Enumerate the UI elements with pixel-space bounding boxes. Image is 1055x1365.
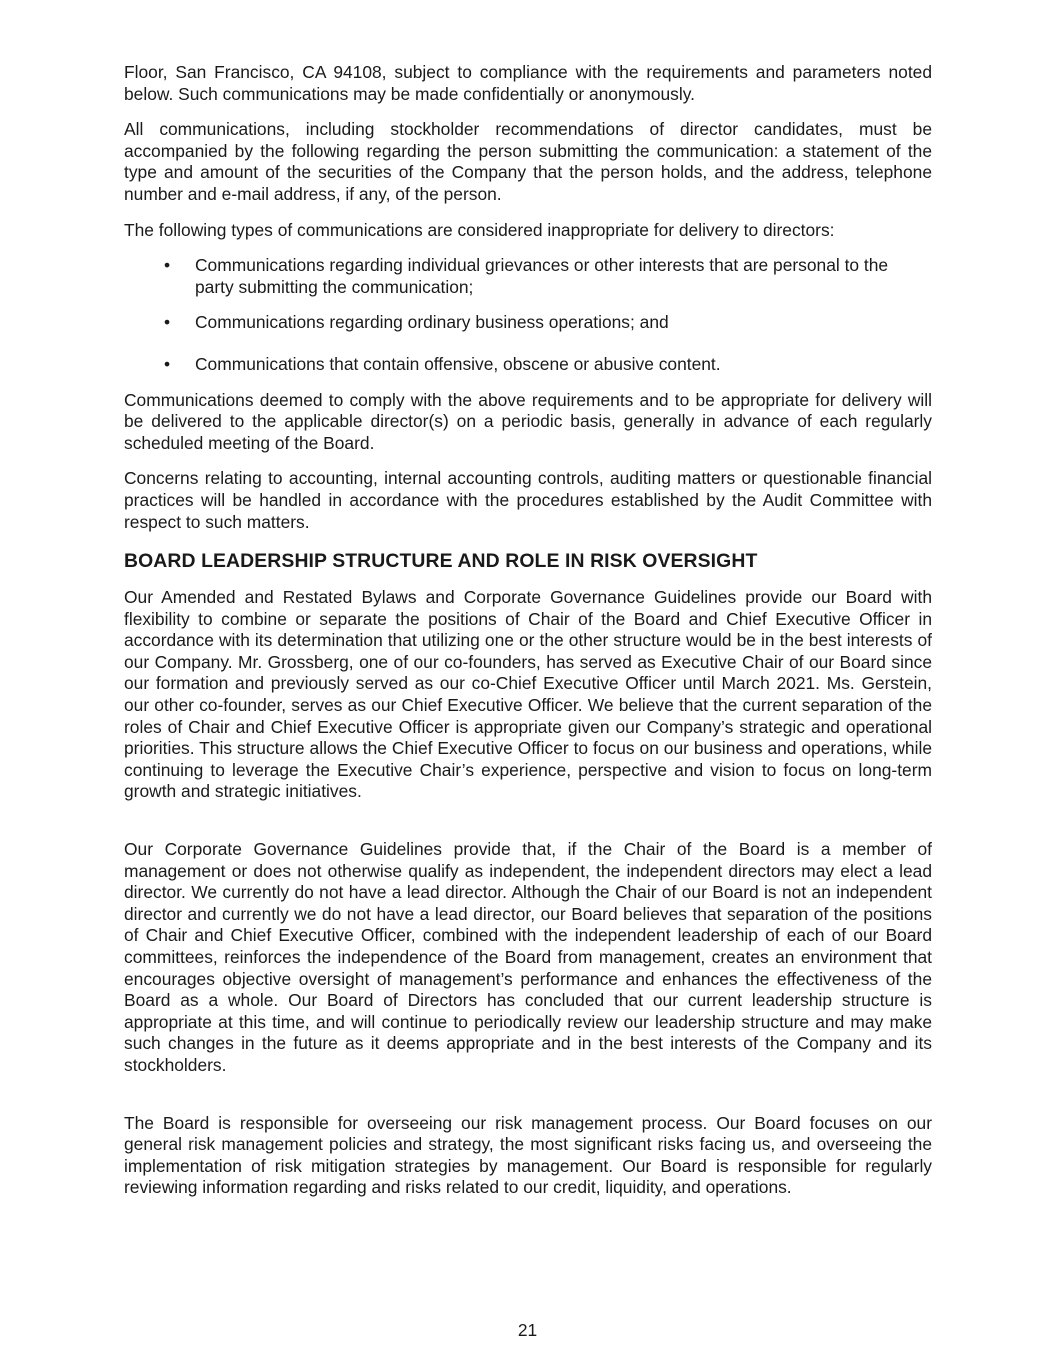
- requirements-paragraph: All communications, including stockholder recommendations of director candidates, must be accompanied by the following regarding the person submitting the communication: a statement of the type and amount of the securities of the Company that the person holds, and the address, telephone number and e-mail address, if any, of the person.: [124, 119, 932, 204]
- list-item: [124, 354, 915, 376]
- concerns-paragraph: Concerns relating to accounting, internal accounting controls, auditing matters or questionable financial practices will be handled in accordance with the procedures established by the Audit Committee with respect to such matters.: [124, 468, 932, 532]
- list-item: [124, 312, 915, 334]
- bullet-icon: •: [164, 255, 171, 276]
- page-number: 21: [517, 1320, 538, 1340]
- bullet-icon: •: [164, 312, 171, 333]
- inappropriate-intro: The following types of communications are considered inappropriate for delivery to directors:: [124, 219, 835, 240]
- list-item-text: Communications that contain offensive, obscene or abusive content.: [195, 353, 721, 374]
- guidelines-paragraph: Our Corporate Governance Guidelines provide that, if the Chair of the Board is a member of management or does not otherwise qualify as independent, the independent directors may elect a lead director. We currently do not have a lead director. Although the Chair of our Board is not an independent director and currently we do not have a lead director, our Board believes that separation of the positions of Chair and Chief Executive Officer, combined with the independent leadership of each of our Board committees, reinforces the independence of the Board from management, creates an environment that encourages objective oversight of management’s performance and enhances the effectiveness of the Board as a whole. Our Board of Directors has concluded that our current leadership structure is appropriate at this time, and will continue to periodically review our leadership structure and may make such changes in the future as it deems appropriate and in the best interests of the Company and its stockholders.: [124, 839, 932, 1075]
- document-body: [124, 62, 932, 1199]
- delivery-paragraph: Communications deemed to comply with the above requirements and to be appropriate for delivery will be delivered to the applicable director(s) on a periodic basis, generally in advance of each regularly scheduled meeting of the Board.: [124, 389, 932, 453]
- inappropriate-list: [124, 255, 932, 375]
- intro-paragraph: Floor, San Francisco, CA 94108, subject to compliance with the requirements and parameters noted below. Such communications may be made confidentially or anonymously.: [124, 62, 932, 104]
- bullet-icon: •: [164, 353, 171, 374]
- risk-paragraph: The Board is responsible for overseeing our risk management process. Our Board focuses on our general risk management policies and strategy, the most significant risks facing us, and overseeing the implementation of risk mitigation strategies by management. Our Board is responsible for regularly reviewing information regarding and risks related to our credit, liquidity, and operations.: [124, 1112, 932, 1198]
- list-item: [124, 255, 915, 298]
- leadership-paragraph: Our Amended and Restated Bylaws and Corporate Governance Guidelines provide our Board with flexibility to combine or separate the positions of Chair of the Board and Chief Executive Officer in accordance with its determination that utilizing one or the other structure would be in the best interests of our Company. Mr. Grossberg, one of our co-founders, has served as Executive Chair of our Board since our formation and previously served as our co-Chief Executive Officer until March 2021. Ms. Gerstein, our other co-founder, serves as our Chief Executive Officer. We believe that the current separation of the roles of Chair and Chief Executive Officer is appropriate given our Company’s strategic and operational priorities. This structure allows the Chief Executive Officer to focus on our business and operations, while continuing to leverage the Executive Chair’s experience, perspective and vision to focus on long-term growth and strategic initiatives.: [124, 587, 932, 802]
- list-item-text: Communications regarding individual grievances or other interests that are personal to the party submitting the communication;: [195, 255, 889, 297]
- section-heading: BOARD LEADERSHIP STRUCTURE AND ROLE IN RISK OVERSIGHT: [124, 550, 758, 573]
- list-item-text: Communications regarding ordinary business operations; and: [195, 312, 669, 333]
